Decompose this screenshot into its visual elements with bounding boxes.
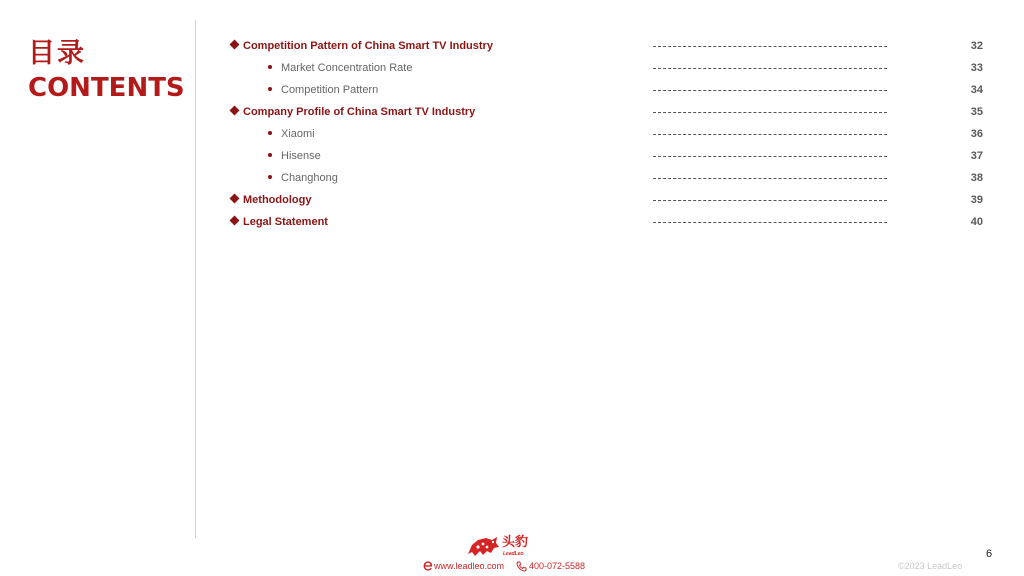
toc-entry-label: Competition Pattern [281,84,379,96]
toc-entry-page-number: 37 [970,150,983,162]
toc-entry-label: Legal Statement [243,216,328,228]
dotted-leader-line [653,90,887,91]
contents-title: CONTENTS [28,73,185,103]
footer-website: www.leadleo.com [434,561,505,571]
dotted-leader-line [653,134,887,135]
footer-phone: 400-072-5588 [529,561,586,571]
dotted-leader-line [653,156,887,157]
page-number: 6 [986,548,993,560]
toc-entry-label: Hisense [281,150,321,162]
toc-entry-page-number: 39 [970,194,983,206]
dotted-leader-line [653,178,887,179]
bullet-dot-icon [268,131,272,135]
copyright-notice: ©2023 LeadLeo [898,561,963,571]
diamond-icon [230,194,240,204]
dotted-leader-line [653,112,887,113]
leopard-logo-icon [466,534,500,560]
logo-wordmark-chinese: 头豹 [502,535,529,550]
diamond-icon [230,40,240,50]
toc-entry-page-number: 40 [970,216,983,228]
bullet-dot-icon [268,87,272,91]
dotted-leader-line [653,200,887,201]
dotted-leader-line [653,222,887,223]
toc-entry[interactable] [0,124,1024,144]
diamond-icon [230,106,240,116]
toc-entry-page-number: 38 [970,172,983,184]
logo-wordmark: LeadLeo [503,551,524,557]
phone-icon [516,561,527,572]
toc-entry-page-number: 33 [970,62,983,74]
diamond-icon [230,216,240,226]
toc-entry-page-number: 36 [970,128,983,140]
toc-entry-label: Changhong [281,172,338,184]
toc-entry-page-number: 32 [970,40,983,52]
bullet-dot-icon [268,153,272,157]
toc-entry-label: Company Profile of China Smart TV Industry [243,106,476,118]
contents-title-chinese: 目录 [28,38,86,69]
toc-entry[interactable] [0,212,1024,232]
toc-entry-label: Methodology [243,194,312,206]
bullet-dot-icon [268,175,272,179]
toc-entry[interactable] [0,146,1024,166]
toc-entry[interactable] [0,58,1024,78]
toc-entry[interactable] [0,168,1024,188]
bullet-dot-icon [268,65,272,69]
toc-entry[interactable] [0,80,1024,100]
toc-entry[interactable] [0,36,1024,56]
toc-entry-label: Xiaomi [281,128,315,140]
toc-entry-page-number: 35 [970,106,983,118]
toc-entry[interactable] [0,102,1024,122]
toc-entry-label: Competition Pattern of China Smart TV Industry [243,40,493,52]
toc-entry[interactable] [0,190,1024,210]
dotted-leader-line [653,68,887,69]
toc-entry-page-number: 34 [970,84,983,96]
e-browser-icon [423,561,433,571]
dotted-leader-line [653,46,887,47]
toc-entry-label: Market Concentration Rate [281,62,413,74]
